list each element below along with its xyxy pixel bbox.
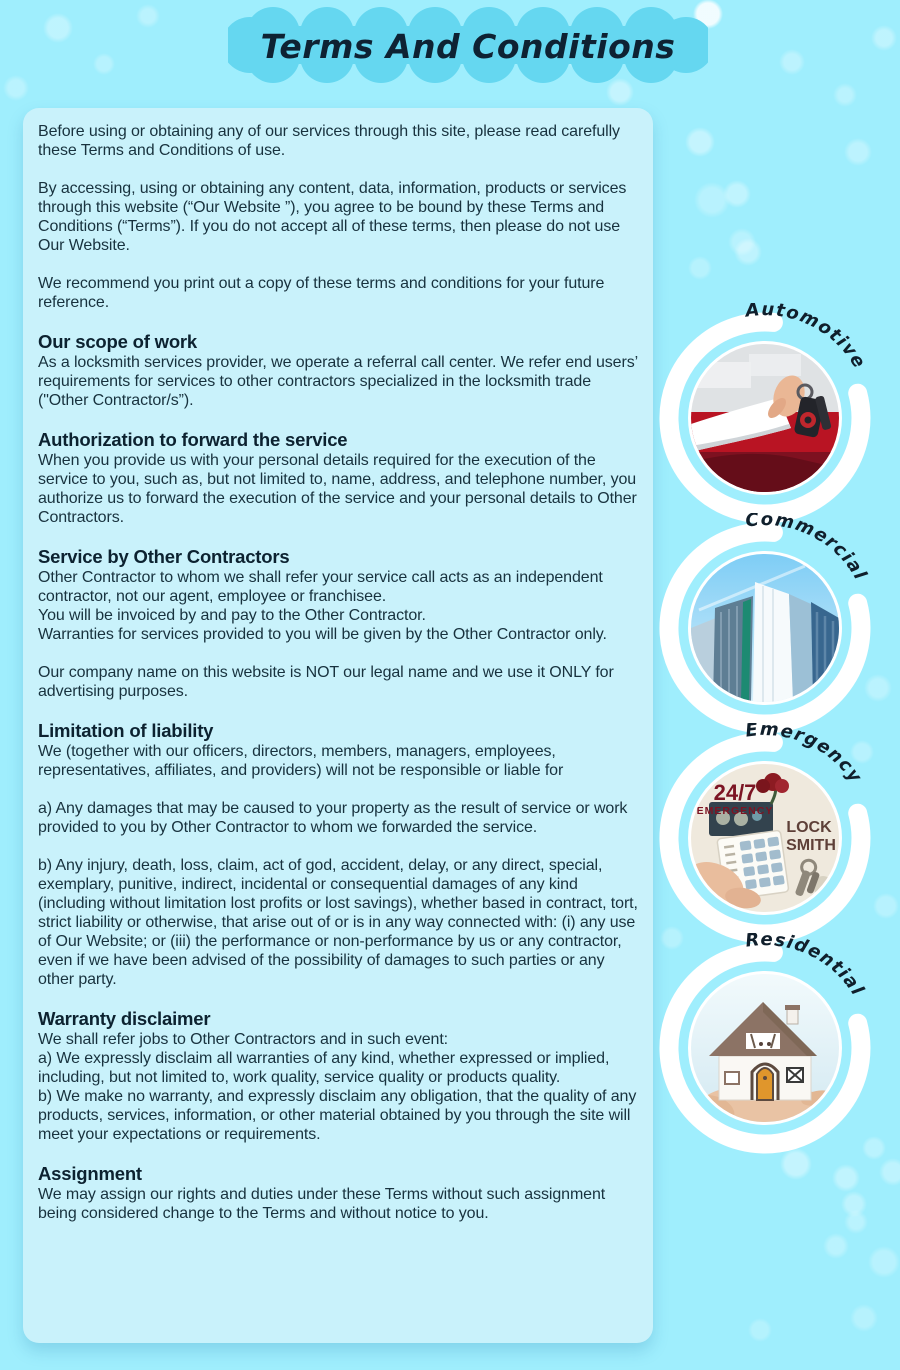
title-banner [228, 6, 708, 84]
section-heading: Warranty disclaimer [38, 1008, 211, 1029]
paragraph: When you provide us with your personal details required for the execution of the service to you, such as, but not limited to, name, address, and telephone number, you authorize us to forward the execution of the service and your personal details to Other Contractors. [38, 452, 637, 526]
paragraph: b) Any injury, death, loss, claim, act of god, accident, delay, or any direct, special, exemplary, punitive, indirect, incidental or consequential damages of any kind (including without limitation lost profits or lost savings), whether based in contract, tort, strict liability or otherwise, that arise out of or is in any way connected with: (i) any use of Our Website; or (iii) the performance or non-performance by us or any contractor, even if we have been advised of the possibility of damages to such parties or any other party. [38, 857, 638, 988]
badge-graphic-automotive [650, 303, 880, 533]
paragraph: Our company name on this website is NOT our legal name and we use it ONLY for advertising purposes. [38, 664, 614, 700]
section-heading: Our scope of work [38, 331, 198, 352]
badge-graphic-residential [650, 933, 880, 1163]
badge-graphic-commercial [650, 513, 880, 743]
paragraph: b) We make no warranty, and expressly disclaim any obligation, that the quality of any products, services, information, or other material obtained by you through the site will meet your expectations or requirements. [38, 1088, 637, 1143]
service-badge-residential[interactable] [650, 933, 880, 1163]
automotive-photo [691, 344, 839, 492]
badge-label-automotive: Automotive [744, 303, 870, 373]
badge-label-commercial: Commercial [744, 513, 872, 585]
paragraph: Before using or obtaining any of our services through this site, please read carefully these Terms and Conditions of use. [38, 123, 620, 159]
badge-graphic-emergency [650, 723, 880, 953]
paragraph: As a locksmith services provider, we operate a referral call center. We refer end users’ requirements for services to other contractors specialized in the locksmith trade ("Other Contractor/s”). [38, 354, 638, 409]
service-badge-emergency[interactable] [650, 723, 880, 953]
paragraph: We (together with our officers, directors, members, managers, employees, representatives, affiliates, and providers) will not be responsible or liable for [38, 743, 564, 779]
section-heading: Limitation of liability [38, 720, 214, 741]
service-badge-automotive[interactable] [650, 303, 880, 533]
section-heading: Service by Other Contractors [38, 546, 290, 567]
commercial-photo [691, 554, 839, 702]
section-heading: Assignment [38, 1163, 142, 1184]
badge-label-residential: Residential [744, 933, 869, 1000]
paragraph: Other Contractor to whom we shall refer your service call acts as an independent contractor, not our agent, employee or franchisee. [38, 569, 603, 605]
paragraph: a) We expressly disclaim all warranties of any kind, whether expressed or implied, including, but not limited to, work quality, service quality or products quality. [38, 1050, 610, 1086]
paragraph: a) Any damages that may be caused to your property as the result of service or work provided to you by Other Contractor to whom we forwarded the service. [38, 800, 628, 836]
terms-panel [23, 108, 653, 1343]
paragraph: We shall refer jobs to Other Contractors and in such event: [38, 1031, 449, 1048]
paragraph: We may assign our rights and duties under these Terms without such assignment being considered change to the Terms and without notice to you. [38, 1186, 606, 1222]
title-cloud [228, 6, 708, 84]
badge-label-emergency: Emergency [744, 723, 867, 788]
emergency-photo [679, 764, 839, 914]
intro-paragraphs [38, 122, 638, 312]
sections [38, 331, 638, 1223]
page-title: Terms And Conditions [260, 27, 676, 66]
paragraph: Warranties for services provided to you will be given by the Other Contractor only. [38, 626, 607, 643]
service-badge-commercial[interactable] [650, 513, 880, 743]
paragraph: By accessing, using or obtaining any content, data, information, products or services through this website (“Our Website ”), you agree to be bound by these Terms and Conditions (“Terms”). If you do not accept all of these terms, then please do not use Our Website. [38, 180, 627, 254]
section-heading: Authorization to forward the service [38, 429, 348, 450]
paragraph: We recommend you print out a copy of these terms and conditions for your future reference. [38, 275, 605, 311]
paragraph: You will be invoiced by and pay to the Other Contractor. [38, 607, 426, 624]
